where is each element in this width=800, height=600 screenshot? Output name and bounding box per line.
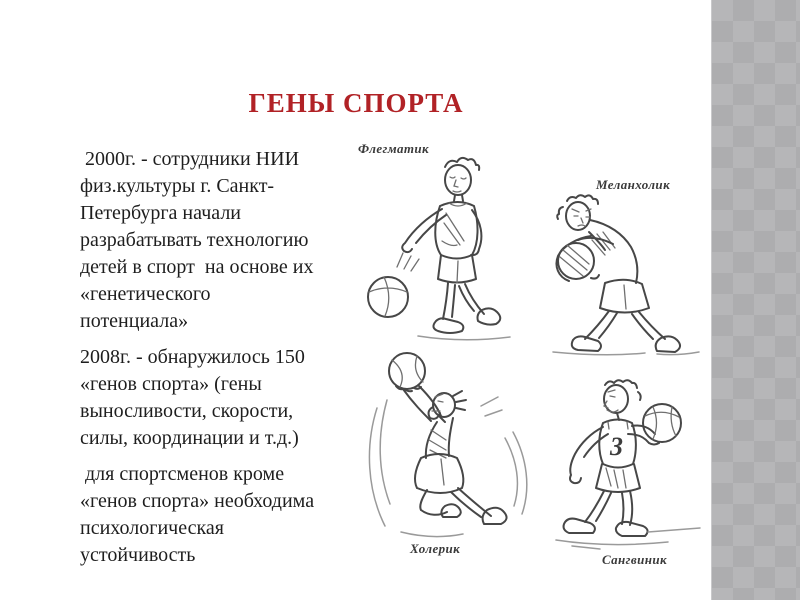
bounce-motion-lines [397, 253, 419, 271]
sanguine-player-illustration [548, 372, 710, 552]
body-text-column [80, 146, 380, 578]
melancholic-player-illustration [545, 190, 710, 358]
choleric-player-illustration [363, 348, 541, 540]
figure-label-sanguine: Сангвиник [602, 552, 667, 567]
phlegmatic-player-illustration [358, 153, 543, 345]
jersey-number: 3 [610, 432, 623, 461]
paragraph-psych-stability: для спортсменов кроме «генов спорта» необходима психологическая устойчивость [80, 463, 315, 566]
figure-sanguine [548, 372, 710, 552]
basketball [558, 243, 594, 279]
player-sketch [403, 386, 507, 524]
figure-label-melancholic: Меланхолик [596, 177, 671, 192]
player-sketch [564, 380, 659, 536]
paragraph-2008-genes: 2008г. - обнаружилось 150 «генов спорта» (гены выносливости, скорости, силы, координации и т.д.) [80, 346, 305, 449]
player-sketch [556, 195, 680, 352]
figure-label-choleric: Холерик [410, 541, 461, 556]
decorative-diamond-sidebar [711, 0, 800, 600]
figure-choleric [363, 348, 541, 540]
figure-phlegmatic [358, 153, 543, 345]
ground-line [401, 532, 463, 537]
slide-title: ГЕНЫ СПОРТА [248, 88, 464, 118]
ground-line [556, 528, 700, 549]
basketball [368, 277, 408, 317]
ground-line [418, 336, 510, 340]
figure-melancholic [545, 190, 710, 358]
basketball [643, 404, 681, 442]
paragraph-2000-research: 2000г. - сотрудники НИИ физ.культуры г. Санкт- Петербурга начали разрабатывать технологию детей в спорт на основе их «генетического потенциала» [80, 148, 314, 332]
figure-label-phlegmatic: Флегматик [358, 141, 430, 156]
player-sketch [402, 158, 500, 333]
ground-line [553, 352, 699, 355]
